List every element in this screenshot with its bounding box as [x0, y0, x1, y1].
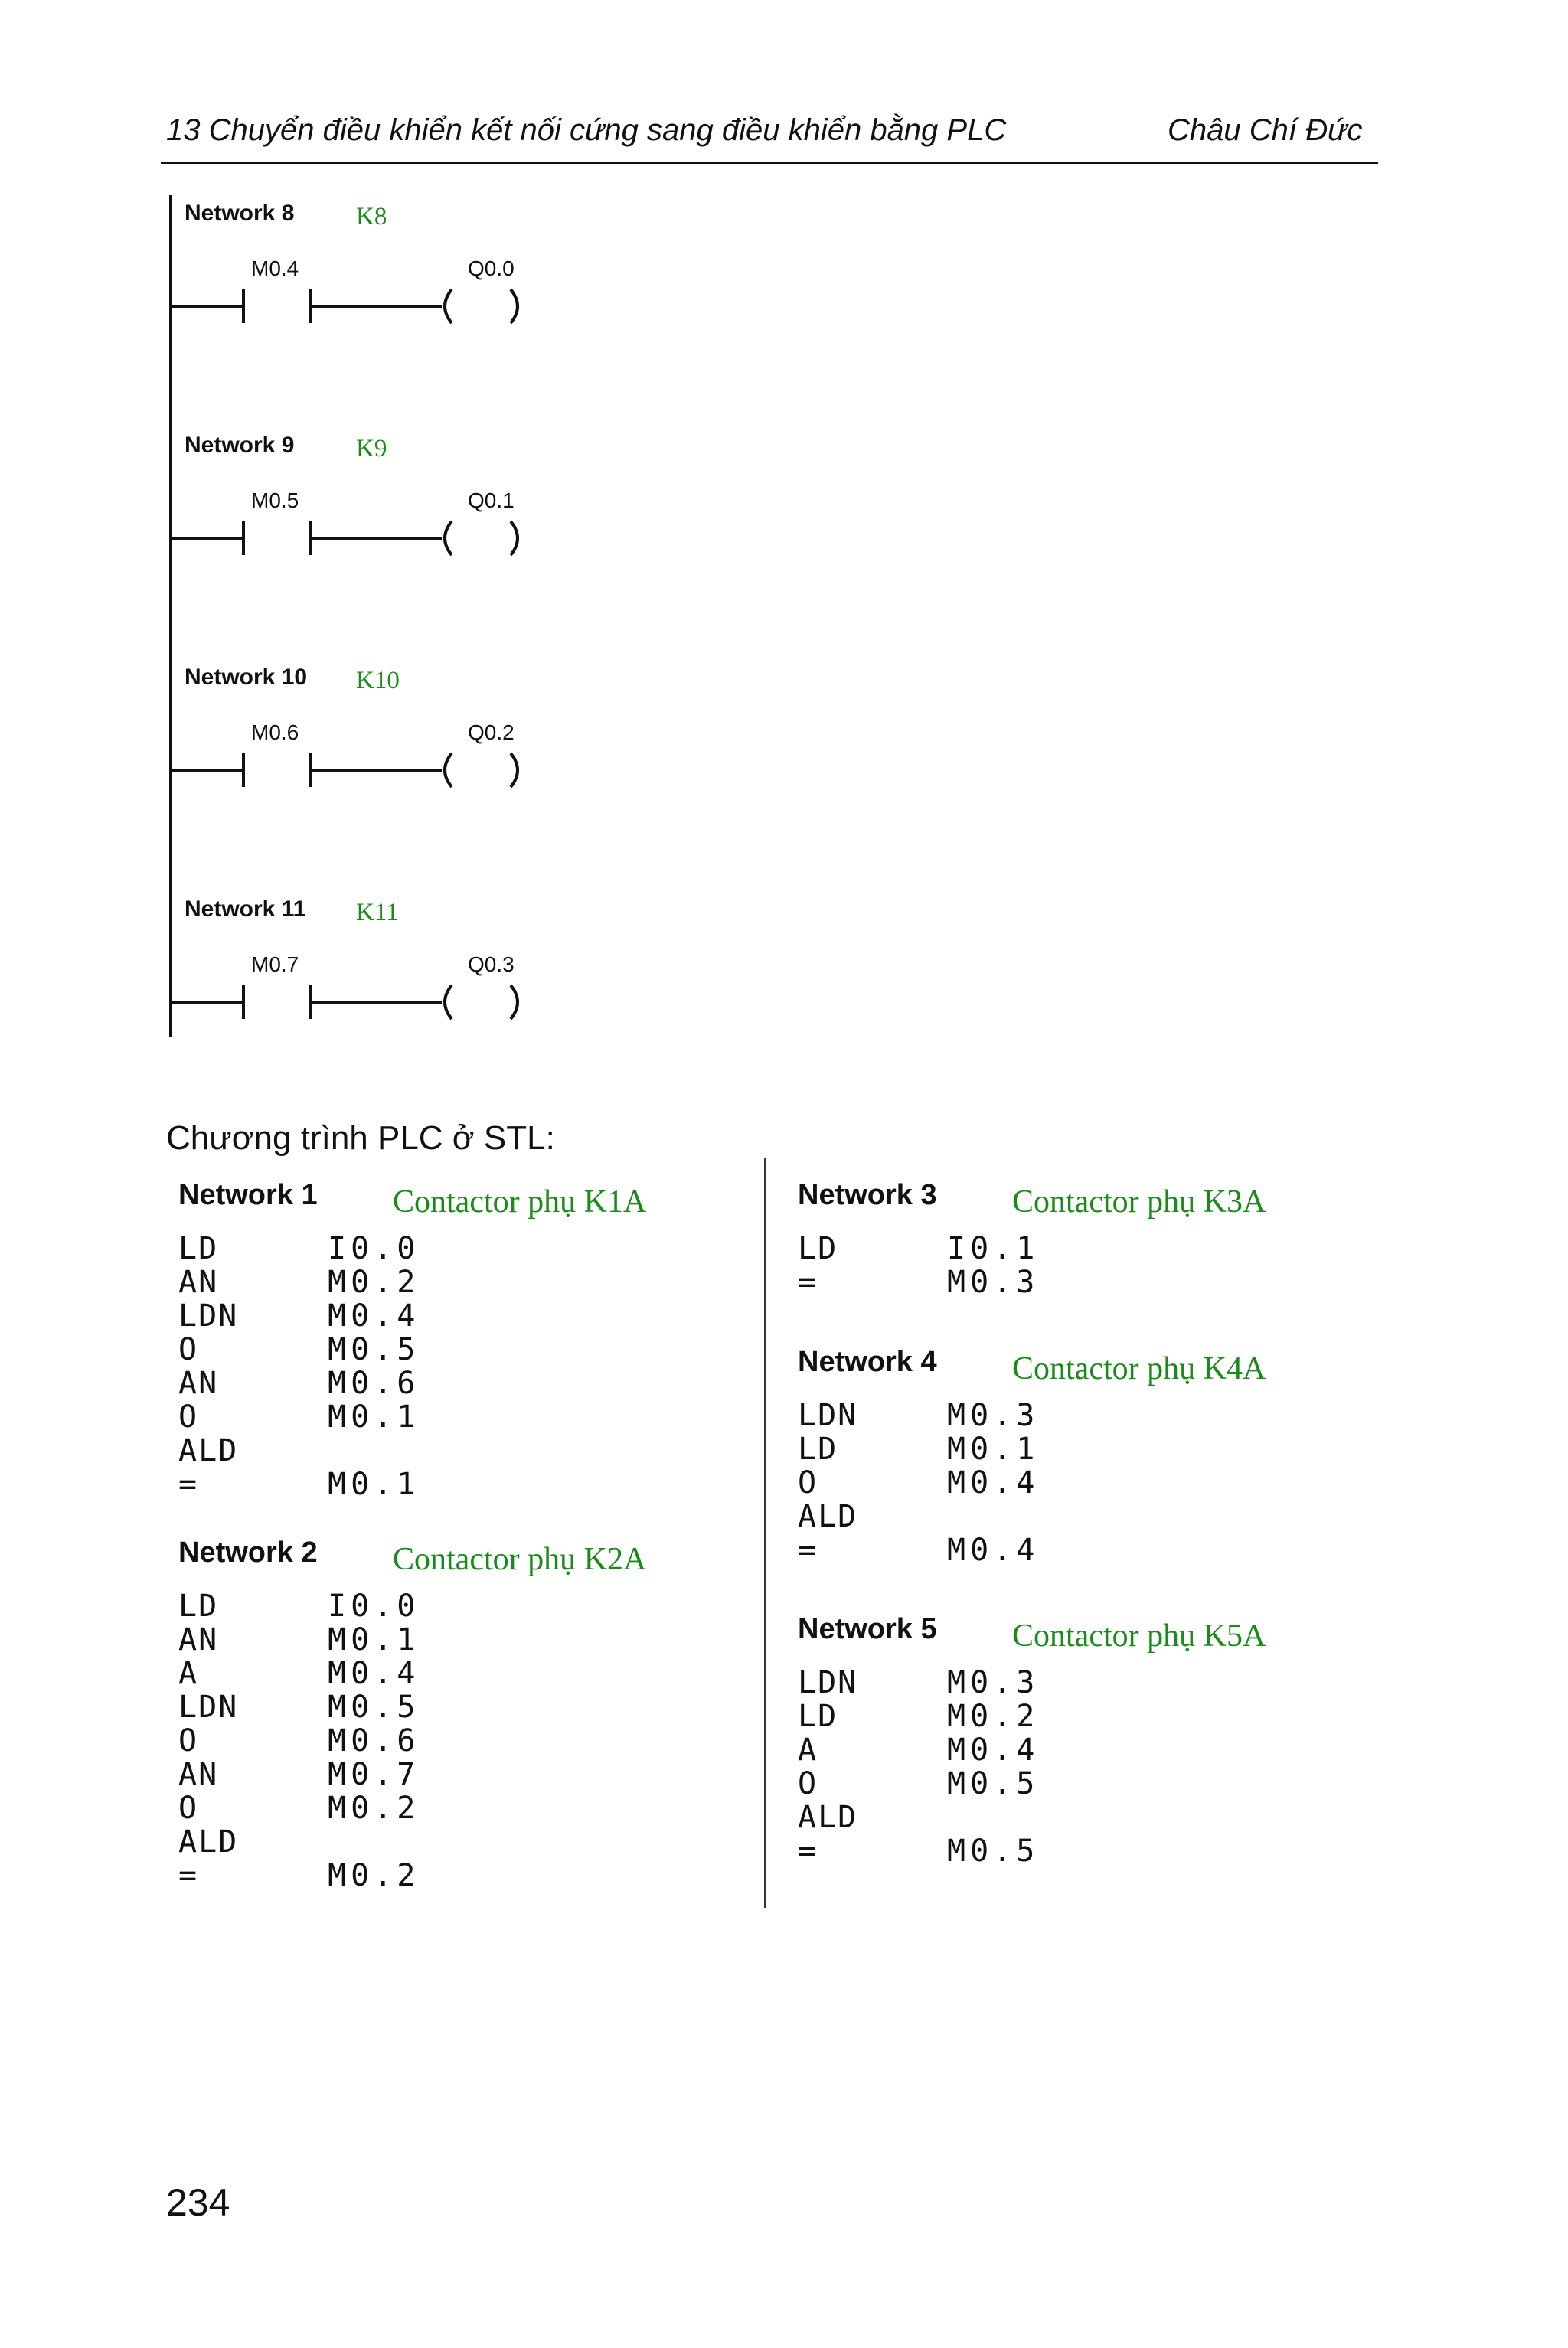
stl-network-label: Network 5	[798, 1613, 937, 1645]
stl-network-label: Network 2	[178, 1536, 318, 1569]
stl-opcode: ALD	[178, 1433, 239, 1468]
page-number: 234	[166, 2181, 230, 2224]
stl-opcode: LDN	[178, 1690, 239, 1725]
stl-opcode: O	[178, 1791, 199, 1826]
contact-address: M0.6	[251, 720, 299, 744]
stl-opcode: =	[798, 1265, 818, 1300]
stl-operand: M0.1	[328, 1399, 420, 1435]
coil-address: Q0.3	[468, 952, 514, 976]
stl-operand: M0.3	[947, 1265, 1040, 1300]
stl-instruction-row	[798, 1732, 1349, 1766]
stl-instruction-row	[798, 1499, 1349, 1533]
stl-network-comment: Contactor phụ K3A	[1012, 1184, 1266, 1220]
stl-operand: M0.1	[328, 1467, 420, 1502]
stl-operand: M0.4	[947, 1465, 1040, 1501]
network-label: Network 9	[185, 433, 295, 458]
network-label: Network 10	[185, 665, 308, 690]
header-rule	[161, 162, 1378, 164]
stl-instruction-row	[798, 1800, 1349, 1834]
ladder-network	[171, 896, 518, 1019]
contact-address: M0.5	[251, 488, 299, 512]
stl-instruction-row	[178, 1757, 730, 1791]
stl-network-header	[798, 1613, 1349, 1656]
stl-instruction-row	[798, 1432, 1349, 1465]
stl-operand: M0.4	[947, 1732, 1040, 1768]
stl-operand: M0.1	[328, 1622, 420, 1657]
stl-opcode: O	[178, 1399, 199, 1435]
stl-operand: M0.3	[947, 1398, 1040, 1433]
coil-address: Q0.1	[468, 488, 514, 512]
stl-operand: M0.2	[328, 1791, 420, 1826]
stl-opcode: LD	[798, 1699, 838, 1734]
stl-instruction-row	[798, 1834, 1349, 1867]
column-divider	[764, 1158, 766, 1908]
stl-opcode: AN	[178, 1757, 219, 1792]
network-label: Network 8	[185, 201, 295, 226]
stl-opcode: LDN	[798, 1665, 858, 1700]
stl-network-comment: Contactor phụ K1A	[393, 1184, 647, 1220]
stl-network-header	[178, 1179, 730, 1222]
stl-opcode: LDN	[798, 1398, 858, 1433]
stl-opcode: AN	[178, 1366, 219, 1401]
author-name: Châu Chí Đức	[1168, 113, 1363, 147]
stl-instruction-row	[178, 1589, 730, 1622]
stl-opcode: A	[178, 1656, 199, 1691]
stl-operand: M0.5	[328, 1690, 420, 1725]
stl-opcode: =	[798, 1834, 818, 1869]
stl-opcode: ALD	[798, 1800, 858, 1835]
stl-operand: M0.2	[328, 1265, 420, 1300]
network-comment: K8	[356, 203, 387, 230]
stl-operand: I0.0	[328, 1231, 420, 1266]
stl-opcode: LD	[798, 1231, 838, 1266]
stl-instruction-row	[178, 1858, 730, 1892]
stl-opcode: =	[178, 1467, 199, 1502]
stl-network-header	[798, 1179, 1349, 1222]
stl-network-comment: Contactor phụ K5A	[1012, 1618, 1266, 1654]
contact-address: M0.7	[251, 952, 299, 976]
coil-left-arc	[445, 985, 452, 1019]
stl-instruction-row	[178, 1366, 730, 1399]
stl-instruction-row	[178, 1656, 730, 1690]
stl-instruction-row	[178, 1723, 730, 1757]
stl-opcode: LD	[798, 1432, 838, 1467]
stl-instruction-row	[178, 1690, 730, 1723]
stl-operand: M0.4	[328, 1656, 420, 1691]
stl-operand: M0.6	[328, 1723, 420, 1759]
stl-operand: M0.5	[328, 1332, 420, 1367]
network-comment: K10	[356, 667, 400, 694]
stl-instruction-row	[798, 1766, 1349, 1800]
stl-operand: M0.4	[328, 1298, 420, 1334]
network-comment: K11	[356, 899, 399, 926]
stl-opcode: LDN	[178, 1298, 239, 1334]
coil-address: Q0.0	[468, 256, 514, 280]
stl-operand: M0.5	[947, 1766, 1040, 1801]
coil-left-arc	[445, 289, 452, 323]
stl-network-label: Network 1	[178, 1179, 318, 1211]
stl-instruction-row	[178, 1332, 730, 1366]
ladder-diagram	[165, 195, 555, 1045]
stl-instruction-row	[798, 1398, 1349, 1432]
ladder-network	[171, 201, 518, 323]
stl-opcode: O	[178, 1723, 199, 1759]
stl-network-header	[798, 1346, 1349, 1389]
coil-right-arc	[511, 289, 518, 323]
coil-left-arc	[445, 521, 452, 555]
stl-instruction-row	[178, 1231, 730, 1265]
network-comment: K9	[356, 435, 387, 462]
stl-opcode: O	[798, 1465, 818, 1501]
network-label: Network 11	[185, 896, 306, 922]
stl-network-comment: Contactor phụ K4A	[1012, 1351, 1266, 1386]
stl-operand: M0.7	[328, 1757, 420, 1792]
ladder-network	[171, 433, 518, 555]
stl-instruction-row	[178, 1298, 730, 1332]
coil-address: Q0.2	[468, 720, 514, 744]
stl-right-column	[798, 1179, 1364, 1906]
stl-operand: M0.4	[947, 1533, 1040, 1568]
stl-network-comment: Contactor phụ K2A	[393, 1542, 647, 1577]
stl-operand: M0.2	[947, 1699, 1040, 1734]
stl-instruction-row	[178, 1265, 730, 1298]
stl-instruction-row	[178, 1433, 730, 1467]
stl-opcode: O	[178, 1332, 199, 1367]
stl-opcode: ALD	[798, 1499, 858, 1534]
stl-instruction-row	[798, 1665, 1349, 1699]
coil-left-arc	[445, 753, 452, 787]
stl-instruction-row	[178, 1824, 730, 1858]
stl-instruction-row	[798, 1699, 1349, 1732]
stl-instruction-row	[178, 1399, 730, 1433]
stl-instruction-row	[798, 1465, 1349, 1499]
stl-opcode: AN	[178, 1622, 219, 1657]
stl-instruction-row	[178, 1467, 730, 1501]
stl-network-label: Network 4	[798, 1346, 937, 1378]
stl-opcode: A	[798, 1732, 818, 1768]
stl-opcode: ALD	[178, 1824, 239, 1860]
stl-operand: M0.1	[947, 1432, 1040, 1467]
stl-operand: M0.6	[328, 1366, 420, 1401]
stl-instruction-row	[798, 1265, 1349, 1298]
stl-operand: I0.0	[328, 1589, 420, 1624]
stl-left-column	[178, 1179, 745, 1906]
stl-network-header	[178, 1536, 730, 1579]
stl-opcode: O	[798, 1766, 818, 1801]
stl-opcode: =	[178, 1858, 199, 1893]
contact-address: M0.4	[251, 256, 299, 280]
stl-section-title: Chương trình PLC ở STL:	[166, 1119, 555, 1157]
stl-operand: M0.2	[328, 1858, 420, 1893]
stl-opcode: LD	[178, 1231, 219, 1266]
stl-instruction-row	[178, 1622, 730, 1656]
chapter-title: 13 Chuyển điều khiển kết nối cứng sang điều khiển bằng PLC	[166, 113, 1007, 147]
stl-instruction-row	[798, 1231, 1349, 1265]
stl-opcode: LD	[178, 1589, 219, 1624]
coil-right-arc	[511, 521, 518, 555]
stl-operand: M0.5	[947, 1834, 1040, 1869]
stl-operand: I0.1	[947, 1231, 1040, 1266]
stl-opcode: AN	[178, 1265, 219, 1300]
coil-right-arc	[511, 753, 518, 787]
ladder-network	[171, 665, 518, 787]
stl-opcode: =	[798, 1533, 818, 1568]
stl-network-label: Network 3	[798, 1179, 937, 1211]
stl-instruction-row	[178, 1791, 730, 1824]
coil-right-arc	[511, 985, 518, 1019]
stl-instruction-row	[798, 1533, 1349, 1566]
stl-operand: M0.3	[947, 1665, 1040, 1700]
